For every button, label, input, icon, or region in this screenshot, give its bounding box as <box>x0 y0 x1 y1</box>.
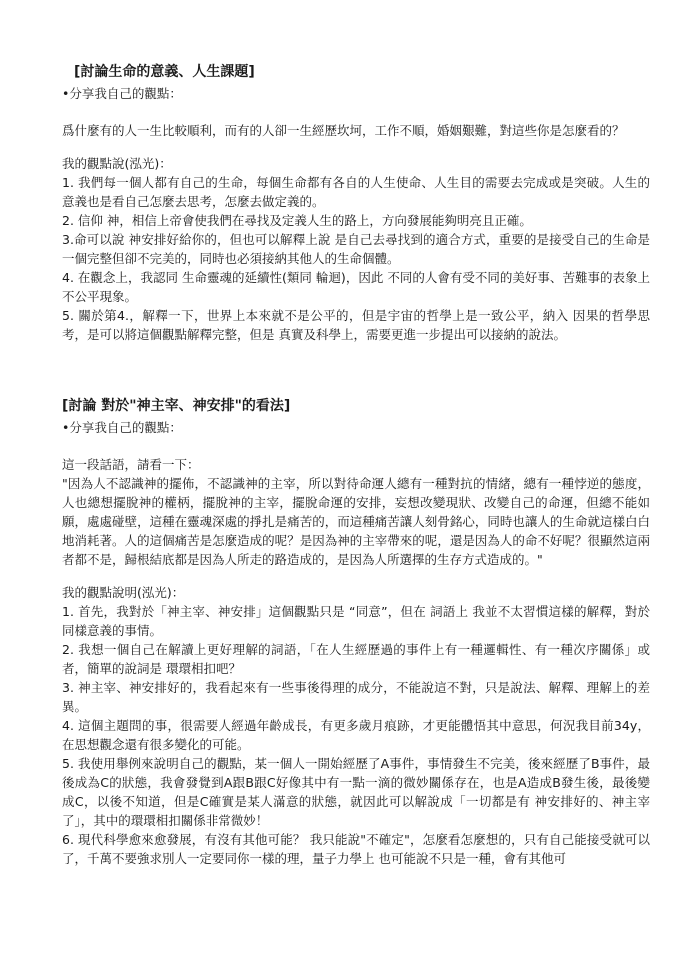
point-item: 5. 關於第4.，解釋一下，世界上本來就不是公平的，但是宇宙的哲學上是一致公平，納入 因果的哲學思考，是可以將這個觀點解釋完整，但是 真實及科學上，需要更進一步提出可以接納的說法。 <box>62 308 650 342</box>
point-item: 2. 信仰 神，相信上帝會使我們在尋找及定義人生的路上，方向發展能夠明亮且正確。 <box>62 213 532 228</box>
point-item: 3.命可以說 神安排好給你的，但也可以解釋上說 是自己去尋找到的適合方式，重要的是接受自己的生命是一個完整但卻不完美的，同時也必須接納其他人的生命個體。 <box>62 232 650 266</box>
point-item: 4. 這個主題問的事，很需要人經過年齡成長，有更多歲月痕跡，才更能體悟其中意思，何況我目前34y，在思想觀念還有很多變化的可能。 <box>62 718 650 752</box>
section-subtitle: •分享我自己的觀點： <box>62 420 182 435</box>
section-title: [討論 對於"神主宰、神安排"的看法] <box>62 398 291 414</box>
point-item: 1. 我們每一個人都有自己的生命，每個生命都有各自的人生使命、人生目的需要去完成或是突破。人生的意義也是看自己怎麼去思考，怎麼去做定義的。 <box>62 175 650 209</box>
section-subtitle: •分享我自己的觀點： <box>62 86 182 101</box>
question-paragraph: 爲什麼有的人一生比較順利，而有的人卻一生經歷坎坷，工作不順，婚姻艱難，對這些你是怎麼看的？ <box>62 123 625 138</box>
point-item: 2. 我想一個自己在解讀上更好理解的詞語，「在人生經歷過的事件上有一種邏輯性、有一種次序關係」或者，簡單的說詞是 環環相扣吧？ <box>62 642 650 676</box>
quote-paragraph: "因為人不認識神的擺佈，不認識神的主宰，所以對待命運人總有一種對抗的情緒，總有一種悖逆的態度，人也總想擺脫神的權柄，擺脫神的主宰，擺脫命運的安排，妄想改變現狀、改變自己的命運，但總不能如願，處處碰壁，這種在靈魂深處的掙扎是痛苦的，而這種痛苦讓人刻骨銘心，同時也讓人的生命就這樣白白地消耗著。人的這個痛苦是怎麼造成的呢？是因為神的主宰帶來的呢，還是因為人的命不好呢？很顯然這兩者都不是，歸根結底都是因為人所走的路造成的，是因為人所選擇的生存方式造成的。" <box>62 476 650 567</box>
section-spacer <box>62 344 650 396</box>
point-item: 3. 神主宰、神安排好的，我看起來有一些事後得理的成分，不能說這不對，只是說法、解釋、理解上的差異。 <box>62 680 650 714</box>
section-title: [討論生命的意義、人生課題] <box>74 64 255 80</box>
point-item: 6. 現代科學愈來愈發展，有沒有其他可能？ 我只能說"不確定"，怎麼看怎麼想的，只有自己能接受就可以了，千萬不要強求別人一定要同你一樣的理，量子力學上 也可能說不只是一種，會有其他可 <box>62 832 650 866</box>
point-item: 1. 首先，我對於「神主宰、神安排」這個觀點只是 “同意”，但在 詞語上 我並不太習慣這樣的解釋，對於同樣意義的事情。 <box>62 604 650 638</box>
point-item: 4. 在觀念上，我認同 生命靈魂的延續性(類同 輪迴)，因此 不同的人會有受不同的美好事、苦難事的表象上不公平現象。 <box>62 270 650 304</box>
section-god-arrangement <box>62 396 650 868</box>
intro-text: 這一段話語，請看一下： <box>62 457 200 472</box>
section-life-meaning <box>62 62 650 344</box>
view-label: 我的觀點說(泓光)： <box>62 156 172 171</box>
view-label: 我的觀點說明(泓光)： <box>62 585 185 600</box>
point-item: 5. 我使用舉例來說明自己的觀點，某一個人一開始經歷了A事件，事情發生不完美，後來經歷了B事件，最後成為C的狀態，我會發覺到A跟B跟C好像其中有一點一滴的微妙關係存在，也是A造成B發生後，最後變成C，以後不知道，但是C確實是某人滿意的狀態，就因此可以解說成「一切都是有 神安排好的、神主宰了」，其中的環環相扣關係非常微妙！ <box>62 756 650 828</box>
